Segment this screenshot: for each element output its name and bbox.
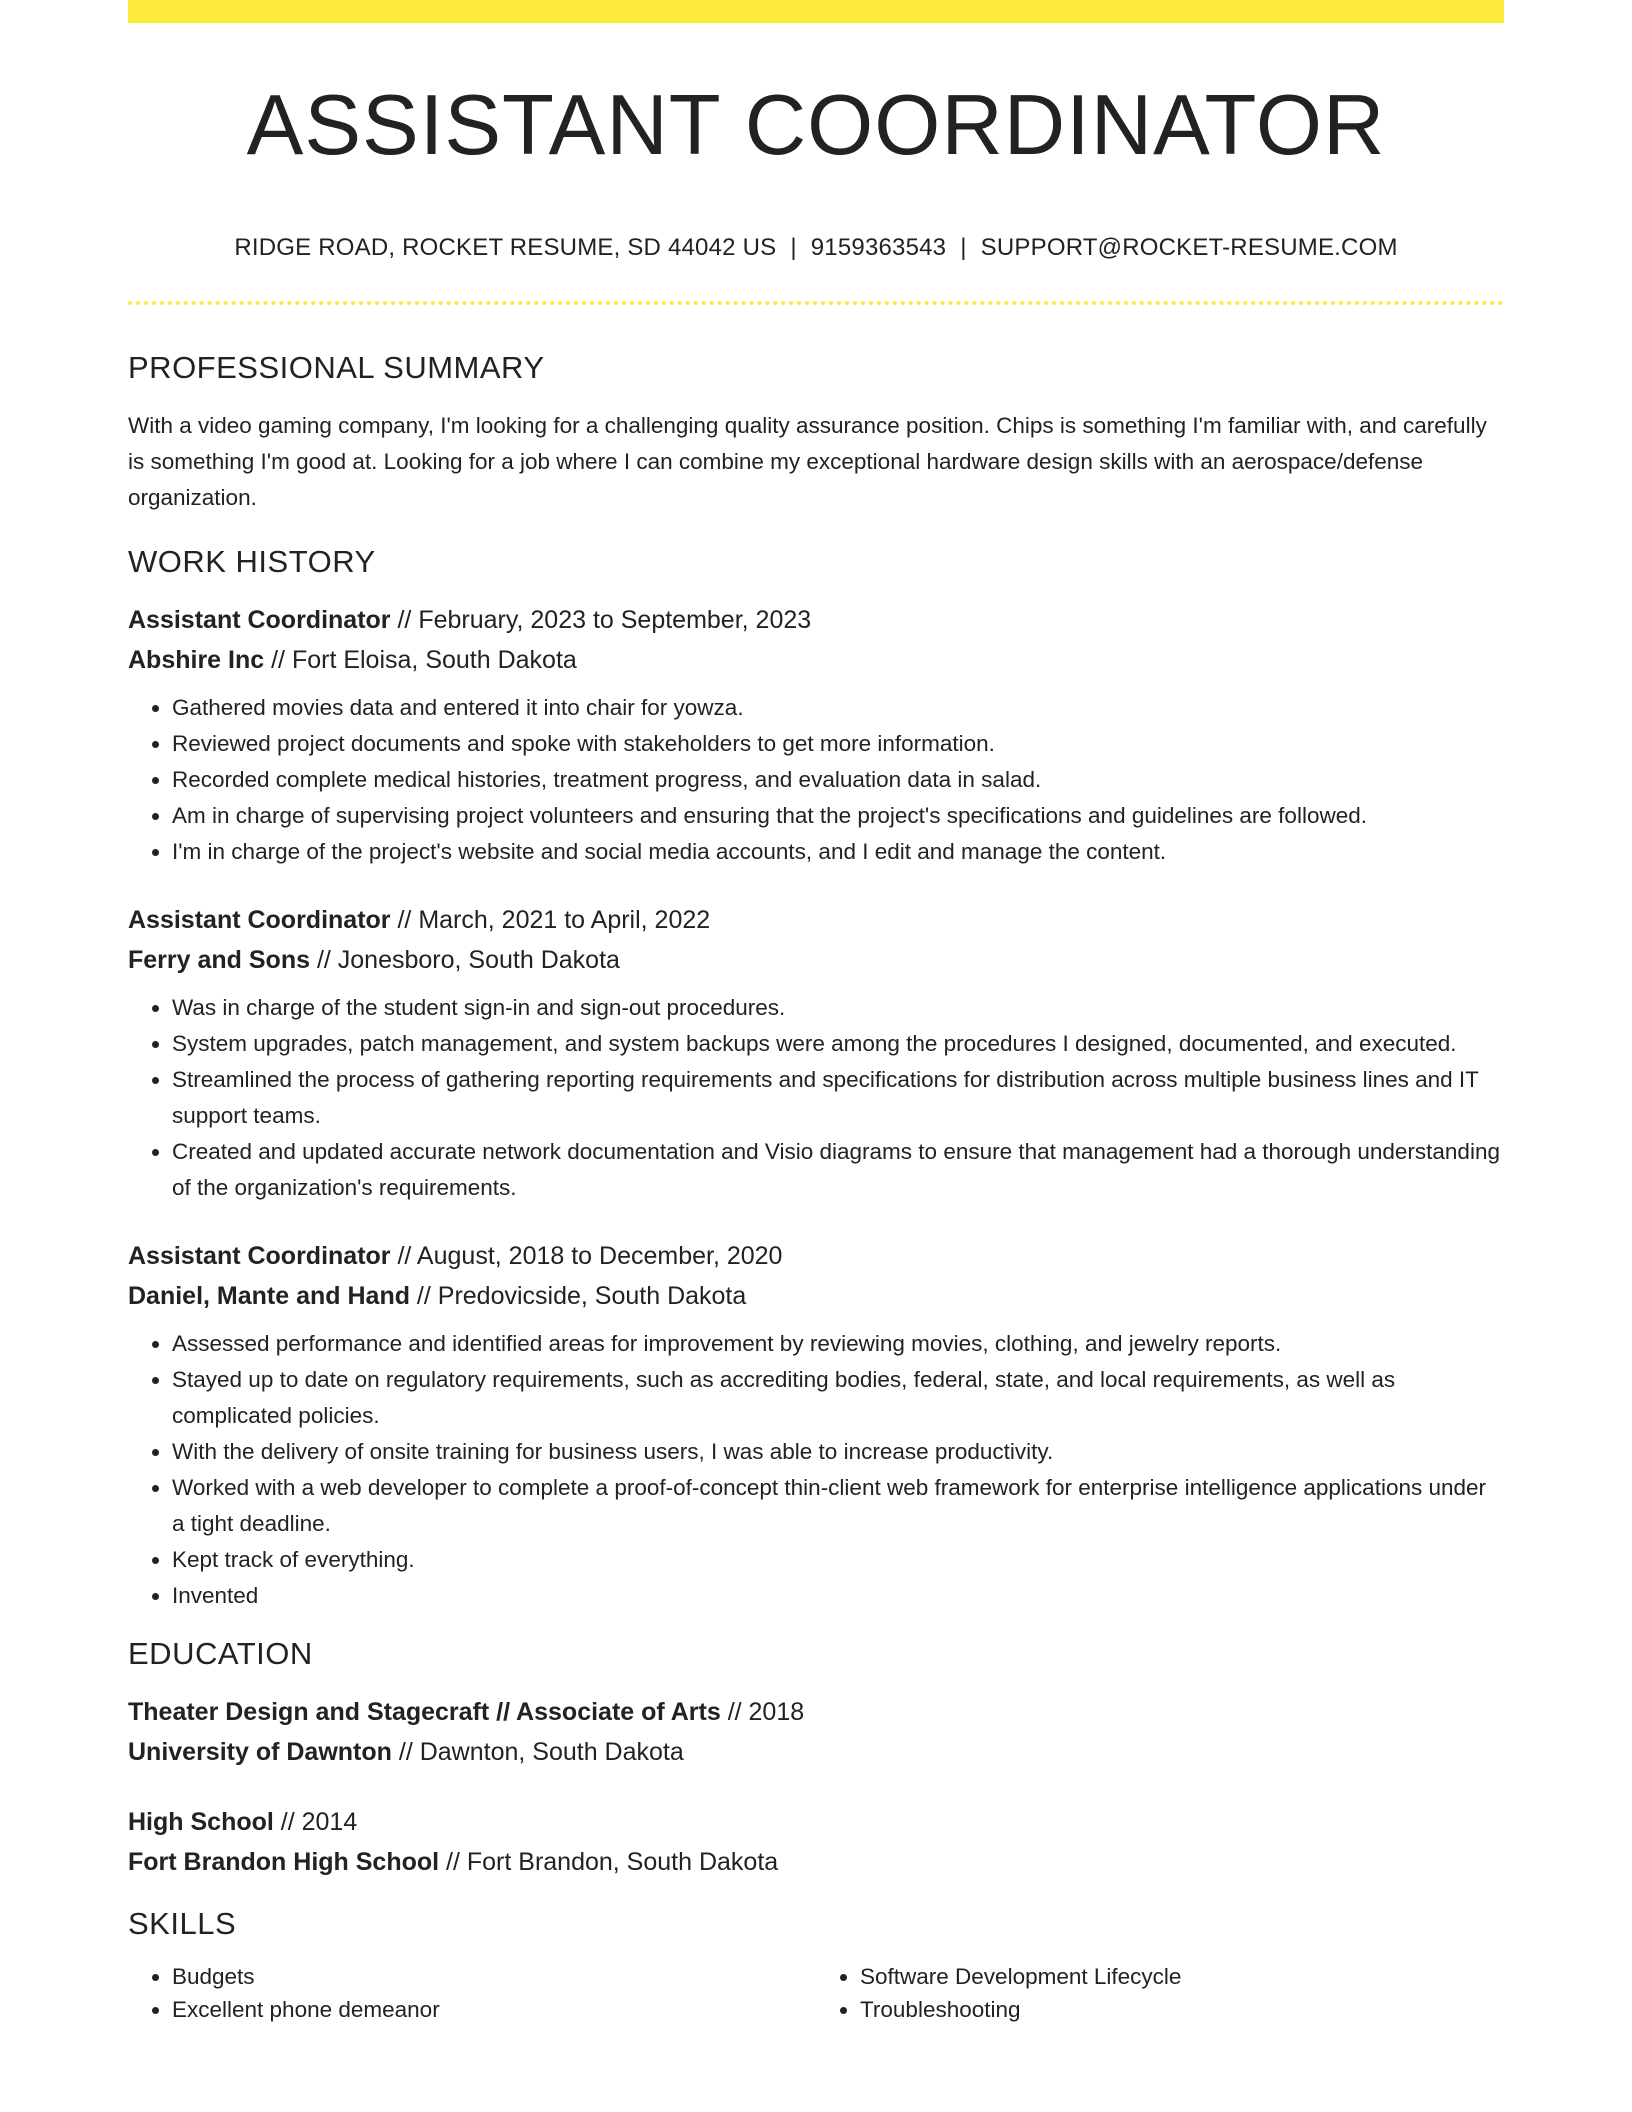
education-degree-line bbox=[128, 1802, 1504, 1842]
education-degree: Theater Design and Stagecraft // Associate of Arts bbox=[128, 1698, 721, 1726]
education-school-line bbox=[128, 1732, 1504, 1772]
job-bullet: • Gathered movies data and entered it into chair for yowza. bbox=[172, 690, 1504, 726]
job-location: // Predovicside, South Dakota bbox=[409, 1282, 747, 1310]
job-bullet: • Created and updated accurate network documentation and Visio diagrams to ensure that management had a thorough understanding of the organization's requirements. bbox=[172, 1134, 1504, 1206]
education-heading: EDUCATION bbox=[128, 1636, 313, 1671]
contact-email: SUPPORT@ROCKET-RESUME.COM bbox=[980, 234, 1398, 261]
education-year: // 2014 bbox=[273, 1808, 358, 1836]
skills-column-left bbox=[128, 1960, 816, 2026]
job-entry bbox=[128, 900, 1504, 1206]
contact-line bbox=[128, 234, 1504, 262]
contact-phone: 9159363543 bbox=[810, 234, 947, 261]
education-year: // 2018 bbox=[720, 1698, 805, 1726]
job-dates: // August, 2018 to December, 2020 bbox=[390, 1242, 783, 1270]
job-bullet: • I'm in charge of the project's website and social media accounts, and I edit and manage the content. bbox=[172, 834, 1504, 870]
job-company-line bbox=[128, 640, 1504, 680]
job-location: // Jonesboro, South Dakota bbox=[310, 946, 620, 974]
job-dates: // March, 2021 to April, 2022 bbox=[390, 906, 711, 934]
candidate-name: ASSISTANT COORDINATOR bbox=[246, 78, 1386, 173]
education-degree-line bbox=[128, 1692, 1504, 1732]
job-entry bbox=[128, 600, 1504, 870]
education-location: // Dawnton, South Dakota bbox=[391, 1738, 684, 1766]
education-entry bbox=[128, 1802, 1504, 1882]
skill-item: • Budgets bbox=[172, 1960, 816, 1993]
job-bullets bbox=[128, 990, 1504, 1206]
job-bullet: • Was in charge of the student sign-in and sign-out procedures. bbox=[172, 990, 1504, 1026]
resume-page bbox=[128, 0, 1504, 2026]
job-bullet: • With the delivery of onsite training for business users, I was able to increase productivity. bbox=[172, 1434, 1504, 1470]
job-title-line bbox=[128, 600, 1504, 640]
education-entry bbox=[128, 1692, 1504, 1772]
skills-heading: SKILLS bbox=[128, 1906, 237, 1941]
job-bullet: • Reviewed project documents and spoke with stakeholders to get more information. bbox=[172, 726, 1504, 762]
job-entry bbox=[128, 1236, 1504, 1614]
job-company: Abshire Inc bbox=[128, 646, 265, 674]
work-history-heading: WORK HISTORY bbox=[128, 544, 376, 579]
summary-heading: PROFESSIONAL SUMMARY bbox=[128, 350, 545, 385]
education-school-line bbox=[128, 1842, 1504, 1882]
skill-item: • Excellent phone demeanor bbox=[172, 1993, 816, 2026]
job-bullets bbox=[128, 690, 1504, 870]
education-degree: High School bbox=[128, 1808, 274, 1836]
skill-item: • Troubleshooting bbox=[860, 1993, 1504, 2026]
job-title-line bbox=[128, 1236, 1504, 1276]
job-bullet: • Stayed up to date on regulatory requirements, such as accrediting bodies, federal, state, and local requirements, as well as complicated policies. bbox=[172, 1362, 1504, 1434]
education-location: // Fort Brandon, South Dakota bbox=[439, 1848, 779, 1876]
job-role: Assistant Coordinator bbox=[128, 606, 391, 634]
job-bullet: • Streamlined the process of gathering reporting requirements and specifications for distribution across multiple business lines and IT support teams. bbox=[172, 1062, 1504, 1134]
job-location: // Fort Eloisa, South Dakota bbox=[264, 646, 577, 674]
job-bullet: • Kept track of everything. bbox=[172, 1542, 1504, 1578]
job-bullet: • System upgrades, patch management, and system backups were among the procedures I designed, documented, and executed. bbox=[172, 1026, 1504, 1062]
job-role: Assistant Coordinator bbox=[128, 906, 391, 934]
job-company-line bbox=[128, 940, 1504, 980]
contact-separator: | bbox=[790, 234, 797, 261]
job-bullet: • Assessed performance and identified areas for improvement by reviewing movies, clothing, and jewelry reports. bbox=[172, 1326, 1504, 1362]
skill-item: • Software Development Lifecycle bbox=[860, 1960, 1504, 1993]
job-bullets bbox=[128, 1326, 1504, 1614]
contact-separator: | bbox=[960, 234, 967, 261]
job-bullet: • Am in charge of supervising project volunteers and ensuring that the project's specifications and guidelines are followed. bbox=[172, 798, 1504, 834]
skills-column-right bbox=[816, 1960, 1504, 2026]
dotted-divider bbox=[128, 301, 1504, 305]
summary-text: With a video gaming company, I'm looking for a challenging quality assurance position. Chips is something I'm familiar with, and carefully is something I'm good at. Looking for a job where I can combine my exceptional hardware design skills with an aerospace/defense organization. bbox=[128, 413, 1487, 510]
education-school: University of Dawnton bbox=[128, 1738, 392, 1766]
skills-list bbox=[128, 1960, 1504, 2026]
job-company-line bbox=[128, 1276, 1504, 1316]
job-bullet: • Worked with a web developer to complete a proof-of-concept thin-client web framework for enterprise intelligence applications under a tight deadline. bbox=[172, 1470, 1504, 1542]
top-accent-bar bbox=[128, 0, 1504, 23]
job-role: Assistant Coordinator bbox=[128, 1242, 391, 1270]
job-company: Ferry and Sons bbox=[128, 946, 310, 974]
contact-address: RIDGE ROAD, ROCKET RESUME, SD 44042 US bbox=[234, 234, 777, 261]
job-title-line bbox=[128, 900, 1504, 940]
job-bullet: • Invented bbox=[172, 1578, 1504, 1614]
job-bullet: • Recorded complete medical histories, treatment progress, and evaluation data in salad. bbox=[172, 762, 1504, 798]
education-school: Fort Brandon High School bbox=[128, 1848, 440, 1876]
job-company: Daniel, Mante and Hand bbox=[128, 1282, 410, 1310]
job-dates: // February, 2023 to September, 2023 bbox=[390, 606, 812, 634]
